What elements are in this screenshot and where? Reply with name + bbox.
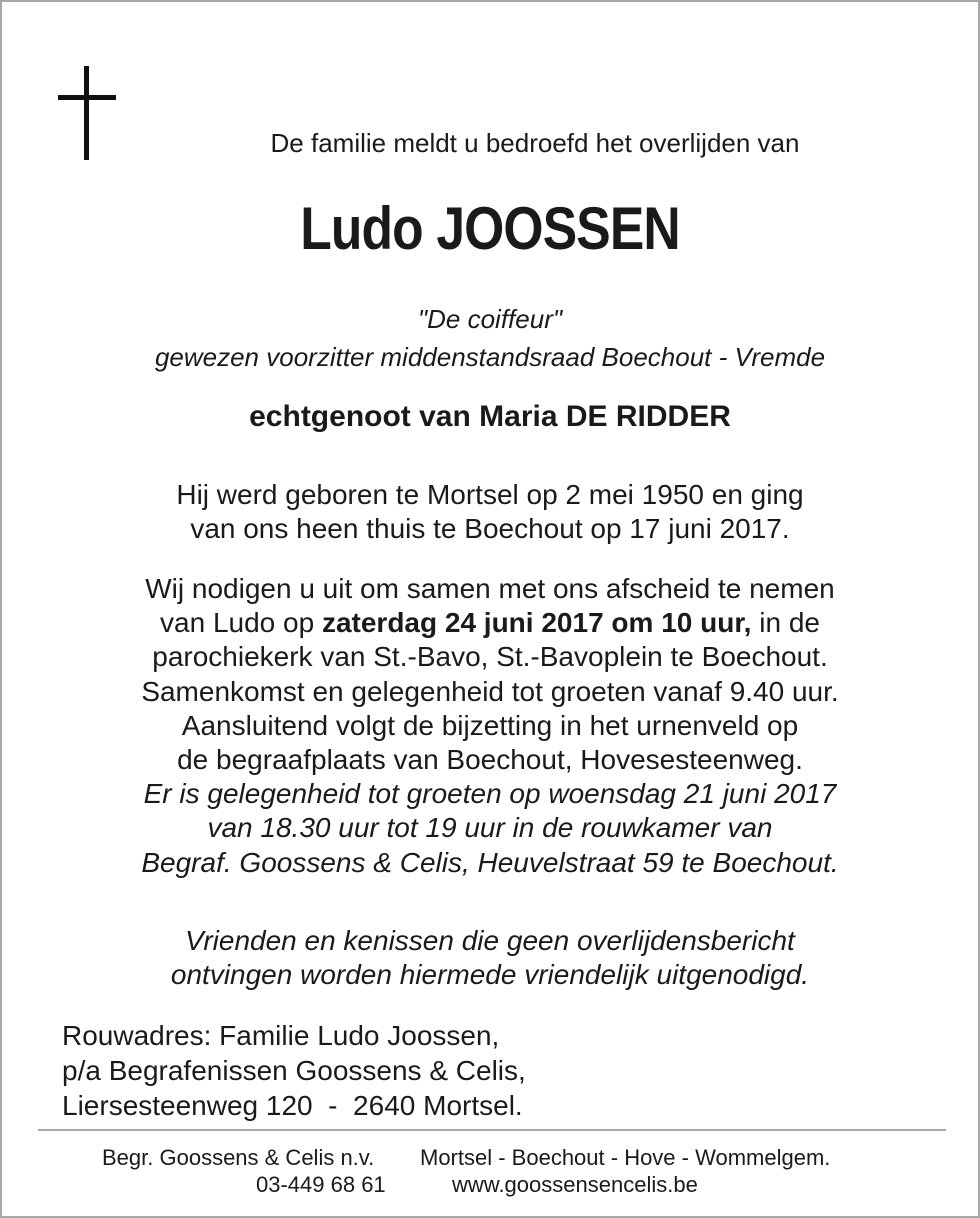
invitation-line-1: Vrienden en kenissen die geen overlijdensbericht xyxy=(185,925,795,956)
spouse-line: echtgenoot van Maria DE RIDDER xyxy=(249,400,731,433)
invitation-paragraph xyxy=(2,924,978,992)
address-line-2: p/a Begrafenissen Goossens & Celis, xyxy=(62,1055,526,1086)
ceremony-line-4: Samenkomst en gelegenheid tot groeten vanaf 9.40 uur. xyxy=(141,675,839,707)
ceremony-line-5: Aansluitend volgt de bijzetting in het urnenveld op xyxy=(181,709,799,741)
visitation-line-2: van 18.30 uur tot 19 uur in de rouwkamer van xyxy=(207,812,773,844)
footer-locations: Mortsel - Boechout - Hove - Wommelgem. xyxy=(420,1145,831,1170)
ceremony-datetime: zaterdag 24 juni 2017 om 10 uur, xyxy=(321,607,752,639)
birth-line: Hij werd geboren te Mortsel op 2 mei 1950 en ging xyxy=(176,479,804,510)
mourning-address xyxy=(62,1018,526,1123)
visitation-line-3: Begraf. Goossens & Celis, Heuvelstraat 59 te Boechout. xyxy=(141,846,839,878)
ceremony-line-3: parochiekerk van St.-Bavo, St.-Bavoplein te Boechout. xyxy=(152,641,828,673)
death-line: van ons heen thuis te Boechout op 17 juni 2017. xyxy=(190,513,790,544)
ceremony-line-1: Wij nodigen u uit om samen met ons afscheid te nemen xyxy=(145,573,835,604)
footer-company: Begr. Goossens & Celis n.v. xyxy=(102,1145,375,1170)
footer-phone: 03-449 68 61 xyxy=(256,1172,386,1197)
footer xyxy=(2,1144,978,1198)
former-role: gewezen voorzitter middenstandsraad Boechout - Vremde xyxy=(154,342,826,372)
visitation-line-1: Er is gelegenheid tot groeten op woensdag 21 juni 2017 xyxy=(143,778,837,810)
nickname: "De coiffeur" xyxy=(417,304,563,334)
birth-death-paragraph xyxy=(2,478,978,546)
footer-divider xyxy=(38,1129,946,1131)
ceremony-line-6: de begraafplaats van Boechout, Hovesesteenweg. xyxy=(177,744,803,776)
deceased-name: Ludo JOOSSEN xyxy=(300,195,680,262)
ceremony-paragraph xyxy=(2,572,978,880)
intro-text: De familie meldt u bedroefd het overlijden van xyxy=(270,128,800,158)
address-line-3: Liersesteenweg 120 - 2640 Mortsel. xyxy=(62,1090,523,1121)
invitation-line-2: ontvingen worden hiermede vriendelijk uitgenodigd. xyxy=(170,959,810,990)
address-line-1: Rouwadres: Familie Ludo Joossen, xyxy=(62,1020,500,1051)
ceremony-line-2: van Ludo op zaterdag 24 juni 2017 om 10 uur, in de xyxy=(160,607,820,639)
footer-website[interactable]: www.goossensencelis.be xyxy=(452,1172,698,1197)
